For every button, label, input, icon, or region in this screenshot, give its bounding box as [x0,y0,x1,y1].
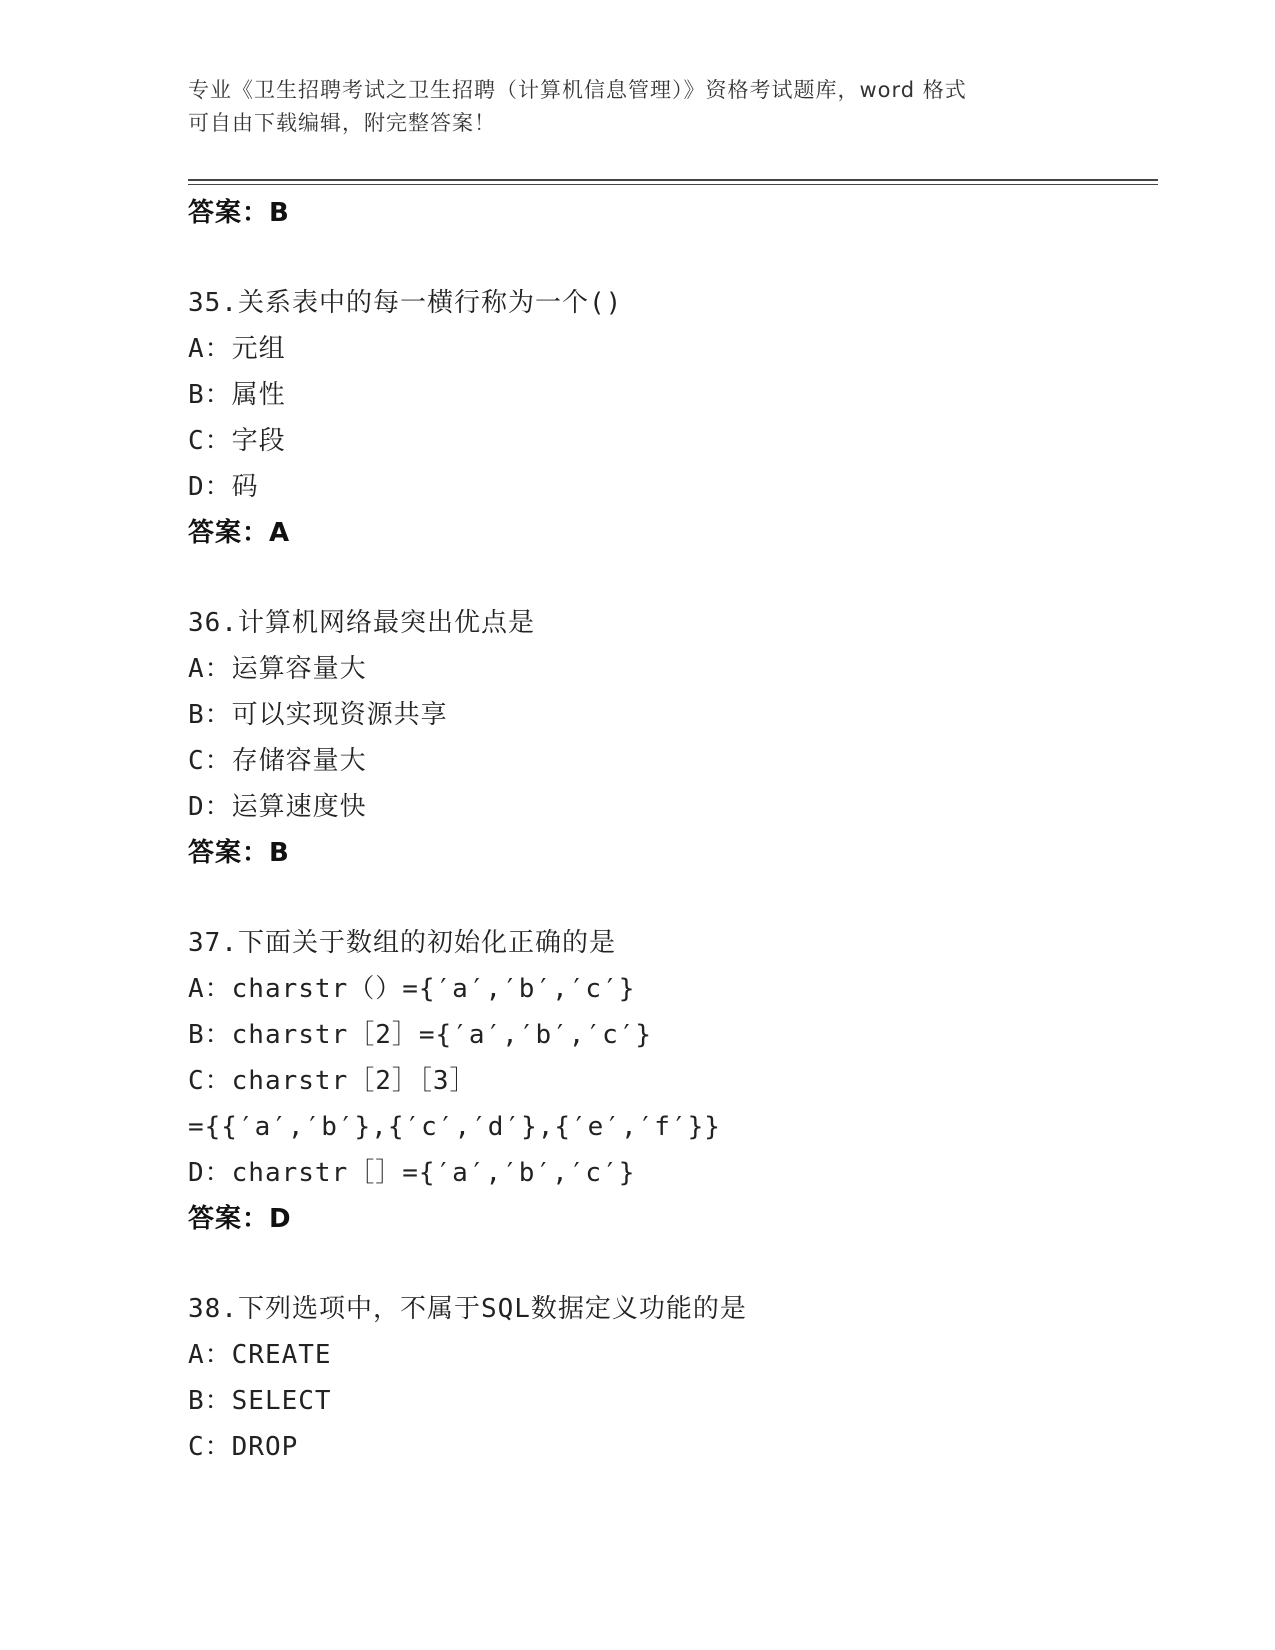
question-38 [188,1286,1148,1470]
spacer [188,236,1148,280]
option-d: D：运算速度快 [188,792,367,822]
answer-label: 答案：D [188,1204,292,1234]
document-header [188,74,1088,140]
option-b: B：charstr［2］={′a′,′b′,′c′} [188,1020,653,1050]
question-stem: 37.下面关于数组的初始化正确的是 [188,928,616,958]
header-line-1: 专业《卫生招聘考试之卫生招聘（计算机信息管理）》资格考试题库，word 格式 [188,78,967,102]
answer-label: 答案：A [188,518,291,548]
option-c: C：存储容量大 [188,746,367,776]
header-divider-thin [188,184,1158,185]
spacer [188,876,1148,920]
option-b: B：属性 [188,380,286,410]
option-c-continued: ={{′a′,′b′},{′c′,′d′},{′e′,′f′}} [188,1112,721,1142]
header-divider-thick [188,179,1158,181]
option-c: C：DROP [188,1432,299,1462]
question-stem: 38.下列选项中，不属于SQL数据定义功能的是 [188,1294,747,1324]
option-d: D：码 [188,472,259,502]
spacer [188,1242,1148,1286]
answer-label: 答案：B [188,838,290,868]
question-36 [188,600,1148,876]
answer-label: 答案：B [188,198,290,228]
option-d: D：charstr［］={′a′,′b′,′c′} [188,1158,636,1188]
spacer [188,556,1148,600]
option-a: A：CREATE [188,1340,332,1370]
question-37 [188,920,1148,1242]
header-line-2: 可自由下载编辑，附完整答案！ [188,111,496,135]
option-c: C：字段 [188,426,286,456]
option-a: A：运算容量大 [188,654,367,684]
option-a: A：charstr（）={′a′,′b′,′c′} [188,974,636,1004]
question-35 [188,280,1148,556]
option-c: C：charstr［2］［3］ [188,1066,477,1096]
option-b: B：可以实现资源共享 [188,700,448,730]
question-list [188,190,1148,1470]
option-b: B：SELECT [188,1386,332,1416]
option-a: A：元组 [188,334,286,364]
question-stem: 36.计算机网络最突出优点是 [188,608,535,638]
question-stem: 35.关系表中的每一横行称为一个() [188,288,623,318]
